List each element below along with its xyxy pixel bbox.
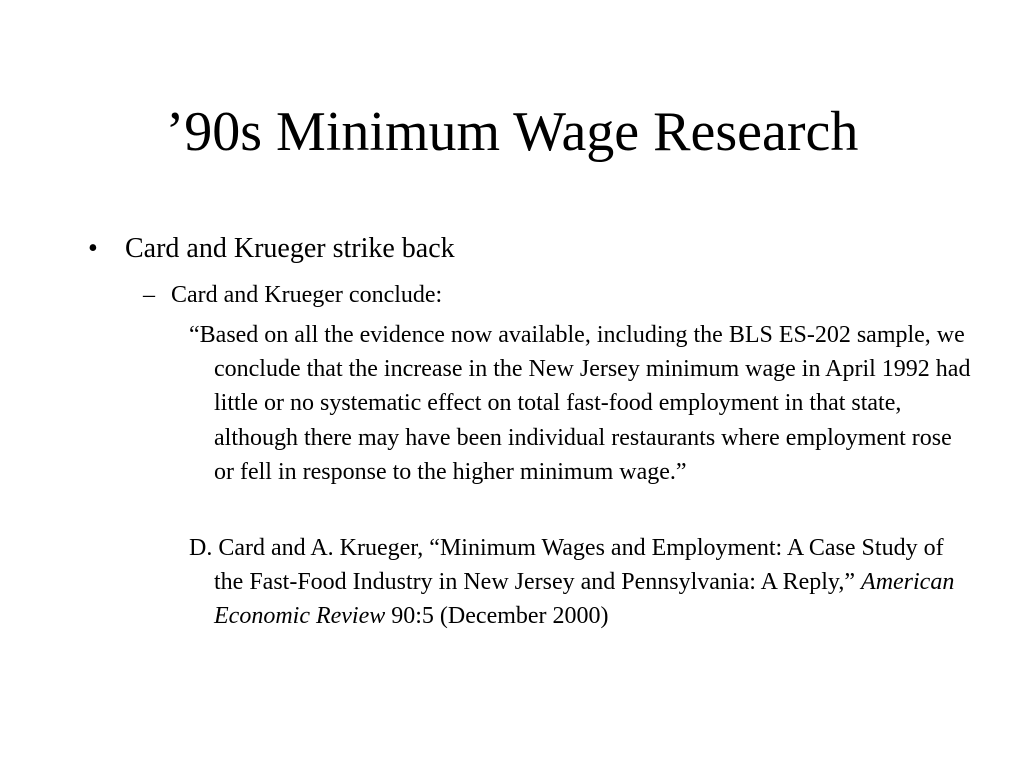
slide-title: ’90s Minimum Wage Research [165,101,859,163]
quote-paragraph: “Based on all the evidence now available, including the BLS ES-202 sample, we conclude that the increase in the New Jersey minimum wage in April 1992 had little or no systematic effect on total fast-food employment in that state, although there may have been individual restaurants where employment rose or fell in response to the higher minimum wage.” [189,322,971,485]
citation-suffix: 90:5 (December 2000) [385,603,609,630]
dash-marker: – [143,282,155,308]
citation-prefix: D. Card and A. Krueger, “Minimum Wages and Employment: A Case Study of the Fast-Food Industry in New Jersey and Pennsylvania: A Reply,” [189,535,944,596]
bullet-level-2 [143,278,442,312]
sub-bullet-text: Card and Krueger conclude: [171,282,443,308]
bullet-text: Card and Krueger strike back [125,233,455,264]
bullet-marker: • [88,233,98,264]
journal-title: American Economic Review [214,569,955,630]
bullet-level-1 [88,230,455,268]
citation-paragraph [189,531,974,634]
